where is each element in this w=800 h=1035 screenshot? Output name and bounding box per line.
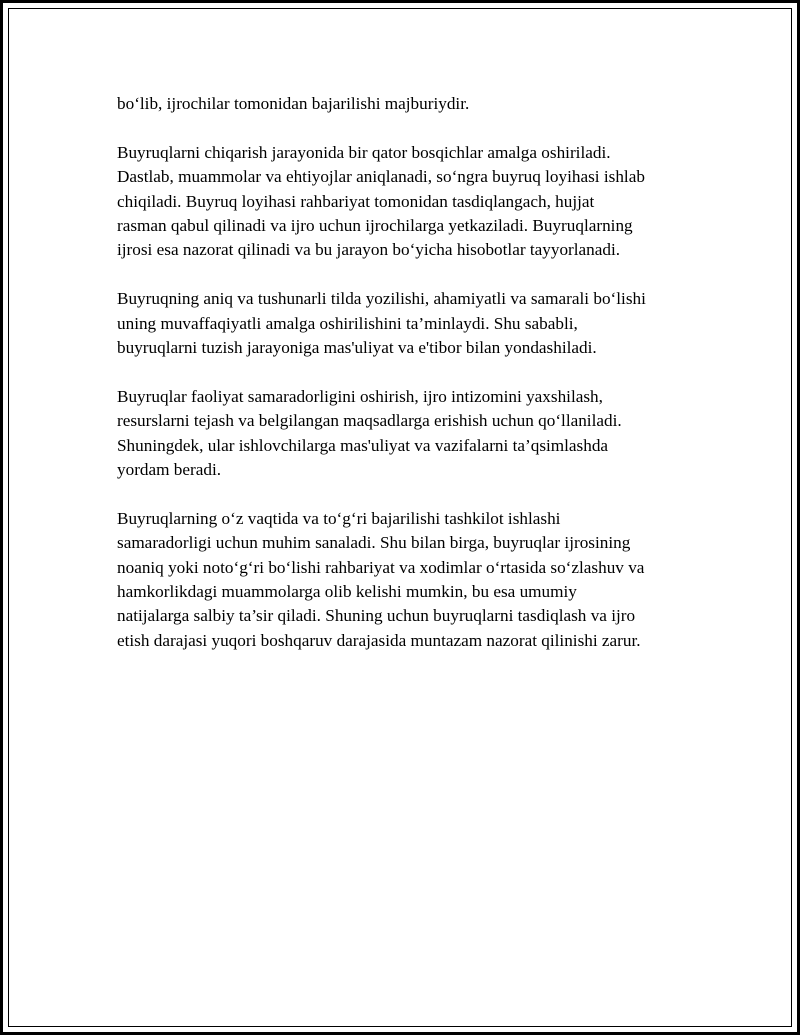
paragraph-line: samaradorligi uchun muhim sanaladi. Shu bilan birga, buyruqlar ijrosining: [117, 533, 631, 553]
paragraph-line: hamkorlikdagi muammolarga olib kelishi mumkin, bu esa umumiy: [117, 582, 577, 602]
paragraph-line: Shuningdek, ular ishlovchilarga mas'uliyat va vazifalarni ta’qsimlashda: [117, 435, 609, 455]
paragraph-line: Buyruqning aniq va tushunarli tilda yozilishi, ahamiyatli va samarali bo‘lishi: [117, 289, 646, 309]
paragraph-line: Buyruqlarni chiqarish jarayonida bir qator bosqichlar amalga oshiriladi.: [117, 142, 611, 162]
paragraph-line: etish darajasi yuqori boshqaruv darajasida muntazam nazorat qilinishi zarur.: [117, 630, 641, 650]
document-body: [117, 92, 697, 678]
paragraph-line: ijrosi esa nazorat qilinadi va bu jarayon bo‘yicha hisobotlar tayyorlanadi.: [117, 240, 621, 260]
paragraph-5: [117, 507, 697, 653]
paragraph-line: rasman qabul qilinadi va ijro uchun ijrochilarga yetkaziladi. Buyruqlarning: [117, 216, 633, 236]
paragraph-line: resurslarni tejash va belgilangan maqsadlarga erishish uchun qo‘llaniladi.: [117, 411, 622, 431]
paragraph-line: chiqiladi. Buyruq loyihasi rahbariyat tomonidan tasdiqlangach, hujjat: [117, 191, 595, 211]
paragraph-line: Buyruqlar faoliyat samaradorligini oshirish, ijro intizomini yaxshilash,: [117, 386, 603, 406]
paragraph-line: Dastlab, muammolar va ehtiyojlar aniqlanadi, so‘ngra buyruq loyihasi ishlab: [117, 167, 645, 187]
paragraph-4: [117, 385, 697, 483]
paragraph-1: [117, 92, 697, 116]
paragraph-line: bo‘lib, ijrochilar tomonidan bajarilishi majburiydir.: [117, 94, 470, 113]
paragraph-line: Buyruqlarning o‘z vaqtida va to‘g‘ri bajarilishi tashkilot ishlashi: [117, 508, 561, 528]
paragraph-line: noaniq yoki noto‘g‘ri bo‘lishi rahbariyat va xodimlar o‘rtasida so‘zlashuv va: [117, 557, 645, 577]
paragraph-line: uning muvaffaqiyatli amalga oshirilishini ta’minlaydi. Shu sababli,: [117, 313, 578, 333]
paragraph-2: [117, 141, 697, 263]
paragraph-line: yordam beradi.: [117, 460, 222, 480]
paragraph-line: natijalarga salbiy ta’sir qiladi. Shuning uchun buyruqlarni tasdiqlash va ijro: [117, 606, 636, 626]
paragraph-3: [117, 287, 697, 360]
paragraph-line: buyruqlarni tuzish jarayoniga mas'uliyat va e'tibor bilan yondashiladi.: [117, 338, 597, 358]
